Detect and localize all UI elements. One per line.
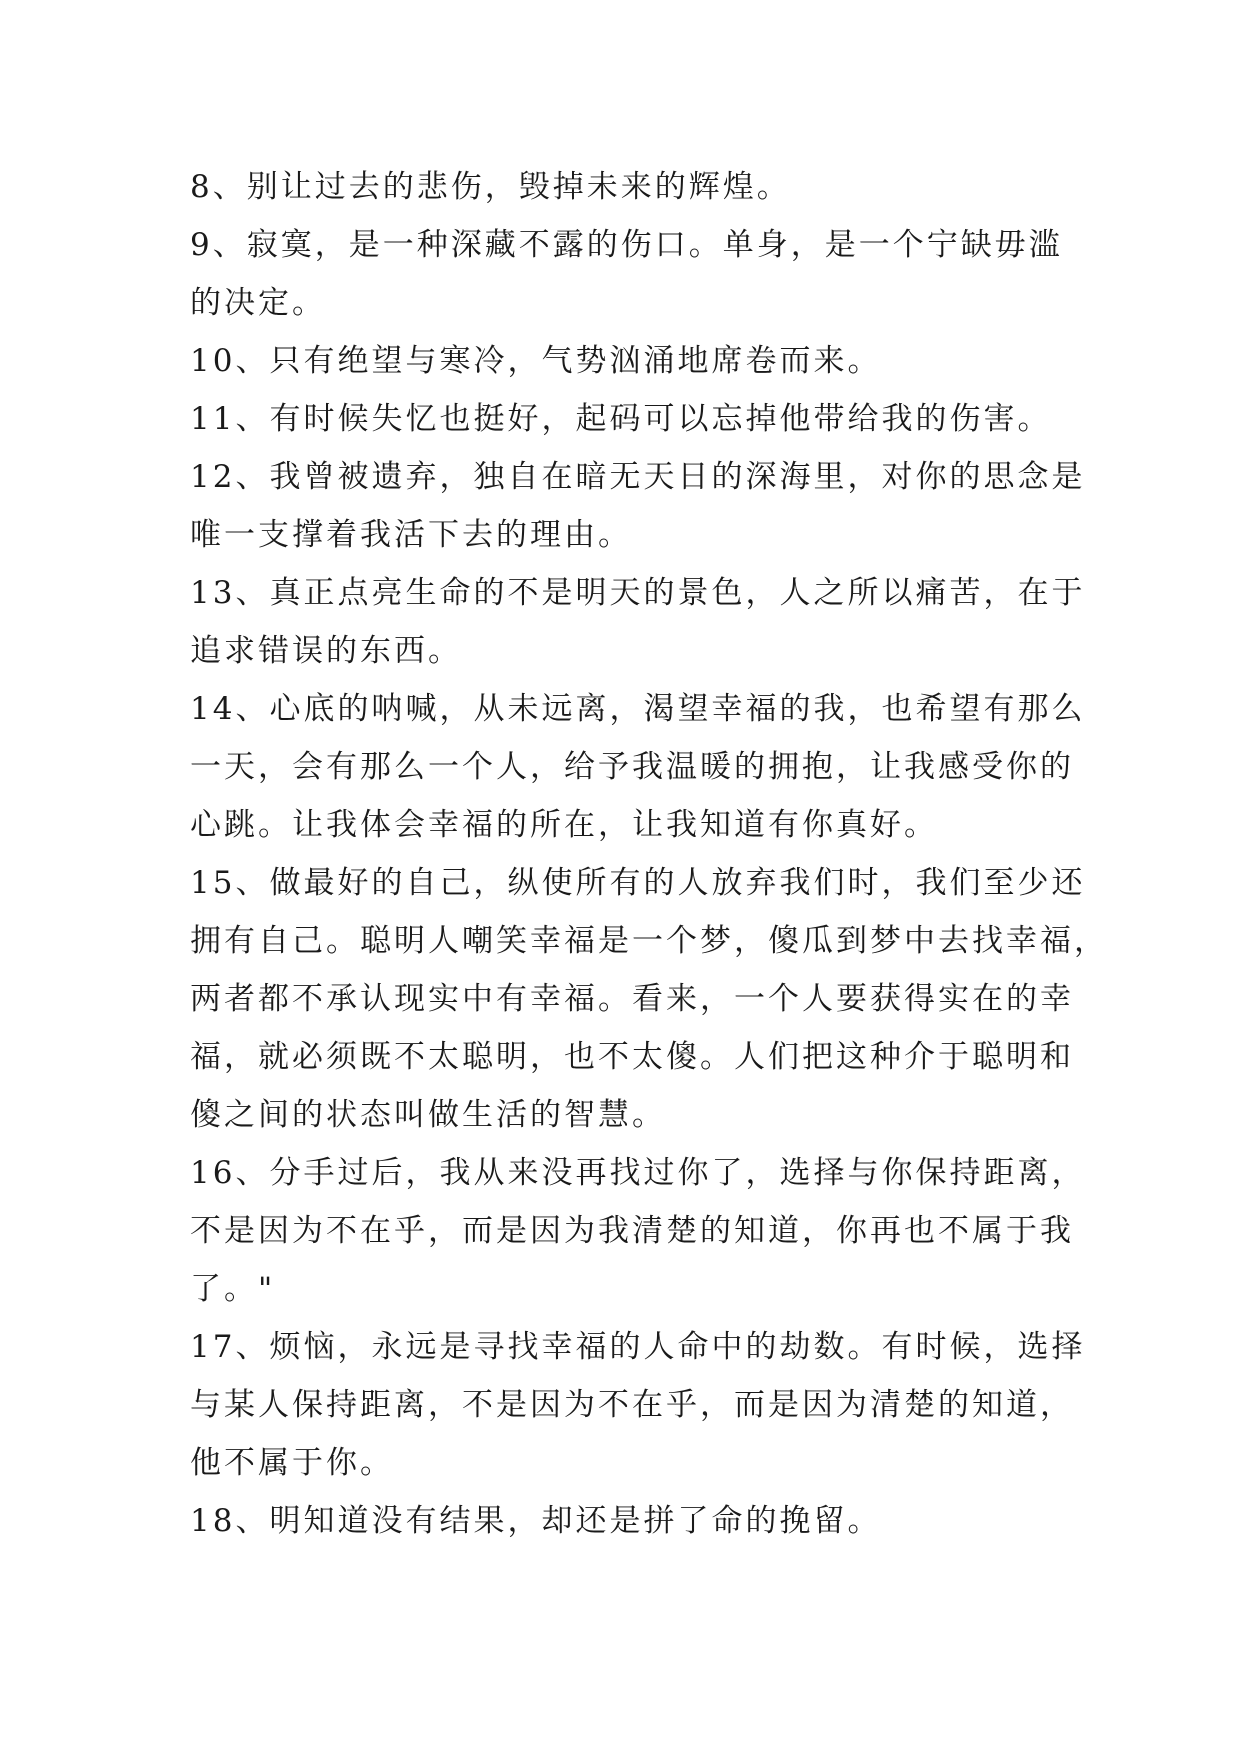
text-line: 13、真正点亮生命的不是明天的景色，人之所以痛苦，在于 bbox=[190, 575, 1086, 611]
text-line: 的决定。 bbox=[190, 285, 326, 321]
text-line: 12、我曾被遗弃，独自在暗无天日的深海里，对你的思念是 bbox=[190, 459, 1086, 495]
text-line: 唯一支撑着我活下去的理由。 bbox=[190, 517, 632, 553]
text-line: 心跳。让我体会幸福的所在，让我知道有你真好。 bbox=[190, 807, 938, 843]
text-line: 14、心底的呐喊，从未远离，渴望幸福的我，也希望有那么 bbox=[190, 691, 1086, 727]
text-line: 17、烦恼，永远是寻找幸福的人命中的劫数。有时候，选择 bbox=[190, 1329, 1086, 1365]
text-line: 了。" bbox=[190, 1271, 276, 1307]
text-line: 9、寂寞，是一种深藏不露的伤口。单身，是一个宁缺毋滥 bbox=[190, 227, 1063, 263]
text-line: 与某人保持距离，不是因为不在乎，而是因为清楚的知道， bbox=[190, 1387, 1074, 1423]
text-line: 他不属于你。 bbox=[190, 1445, 394, 1481]
document-body bbox=[190, 158, 1108, 1550]
text-line: 10、只有绝望与寒冷，气势汹涌地席卷而来。 bbox=[190, 343, 882, 379]
text-line: 不是因为不在乎，而是因为我清楚的知道，你再也不属于我 bbox=[190, 1213, 1074, 1249]
text-line: 福，就必须既不太聪明，也不太傻。人们把这种介于聪明和 bbox=[190, 1039, 1074, 1075]
text-line: 8、别让过去的悲伤，毁掉未来的辉煌。 bbox=[190, 169, 791, 205]
text-line: 拥有自己。聪明人嘲笑幸福是一个梦，傻瓜到梦中去找幸福， bbox=[190, 923, 1108, 959]
text-line: 16、分手过后，我从来没再找过你了，选择与你保持距离， bbox=[190, 1155, 1086, 1191]
text-line: 15、做最好的自己，纵使所有的人放弃我们时，我们至少还 bbox=[190, 865, 1086, 901]
text-line: 11、有时候失忆也挺好，起码可以忘掉他带给我的伤害。 bbox=[190, 401, 1052, 437]
text-line: 一天，会有那么一个人，给予我温暖的拥抱，让我感受你的 bbox=[190, 749, 1074, 785]
text-line: 18、明知道没有结果，却还是拼了命的挽留。 bbox=[190, 1503, 882, 1539]
text-line: 傻之间的状态叫做生活的智慧。 bbox=[190, 1097, 666, 1133]
text-line: 两者都不承认现实中有幸福。看来，一个人要获得实在的幸 bbox=[190, 981, 1074, 1017]
text-line: 追求错误的东西。 bbox=[190, 633, 462, 669]
